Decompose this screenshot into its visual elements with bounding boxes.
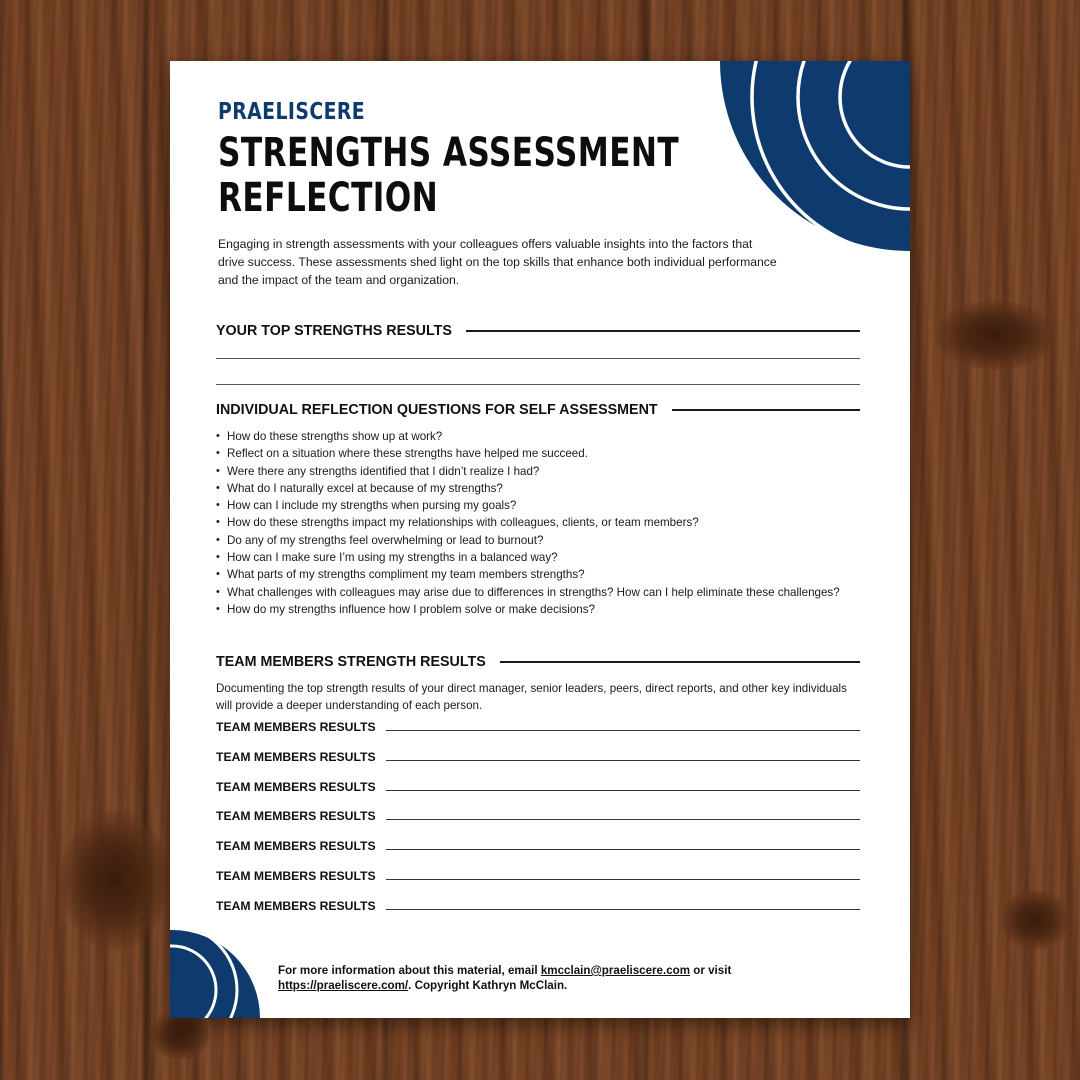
team-results-write-line[interactable] [386, 909, 860, 910]
reflection-question-item: • Were there any strengths identified that I didn’t realize I had? [216, 463, 856, 480]
team-results-row [216, 839, 860, 853]
team-results-row [216, 750, 860, 764]
top-strengths-header [216, 323, 860, 339]
reflection-question-item: • Do any of my strengths feel overwhelming or lead to burnout? [216, 532, 856, 549]
concentric-circles-decoration [720, 61, 910, 251]
reflection-question-item: • How do these strengths impact my relationships with colleagues, clients, or team members? [216, 514, 856, 531]
team-results-label: TEAM MEMBERS RESULTS [216, 750, 376, 764]
wood-knot [935, 300, 1055, 370]
email-link[interactable]: kmcclain@praeliscere.com [540, 964, 691, 977]
team-results-label: TEAM MEMBERS RESULTS [216, 869, 376, 883]
team-results-write-line[interactable] [386, 879, 860, 880]
worksheet-page [170, 61, 910, 1018]
wood-knot [1000, 890, 1070, 950]
intro-paragraph: Engaging in strength assessments with your colleagues offers valuable insights into the factors that drive success. These assessments shed light on the top skills that enhance both individual performance and the impact of the team and organization. [218, 237, 777, 287]
reflection-question-item: • What do I naturally excel at because of my strengths? [216, 480, 856, 497]
reflection-question-item: • How can I make sure I’m using my strengths in a balanced way? [216, 549, 856, 566]
reflection-question-item: • What challenges with colleagues may arise due to differences in strengths? How can I help eliminate these challenges? [216, 584, 856, 601]
reflection-question-item: • How do my strengths influence how I problem solve or make decisions? [216, 601, 856, 618]
team-heading: TEAM MEMBERS STRENGTH RESULTS [216, 654, 486, 670]
team-results-label: TEAM MEMBERS RESULTS [216, 899, 376, 913]
heading-rule [466, 330, 860, 332]
reflection-heading: INDIVIDUAL REFLECTION QUESTIONS FOR SELF ASSESSMENT [216, 402, 658, 418]
reflection-question-item: • How do these strengths show up at work? [216, 428, 856, 445]
top-strengths-heading: YOUR TOP STRENGTHS RESULTS [216, 323, 452, 339]
team-results-write-line[interactable] [386, 730, 860, 731]
footer-middle: or visit [690, 964, 732, 977]
footer-suffix: . Copyright Kathryn McClain. [408, 979, 568, 992]
title-line-1: STRENGTHS ASSESSMENT [218, 130, 680, 176]
top-strengths-write-line[interactable] [216, 358, 860, 359]
team-results-label: TEAM MEMBERS RESULTS [216, 720, 376, 734]
reflection-question-item: • Reflect on a situation where these strengths have helped me succeed. [216, 445, 856, 462]
team-results-label: TEAM MEMBERS RESULTS [216, 780, 376, 794]
team-results-write-line[interactable] [386, 790, 860, 791]
website-link[interactable]: https://praeliscere.com/ [278, 979, 409, 992]
top-strengths-write-line[interactable] [216, 384, 860, 385]
team-results-row [216, 720, 860, 734]
team-results-row [216, 899, 860, 913]
team-header [216, 654, 860, 670]
team-results-write-line[interactable] [386, 760, 860, 761]
reflection-header [216, 402, 860, 418]
wood-knot [60, 810, 170, 950]
team-results-label: TEAM MEMBERS RESULTS [216, 809, 376, 823]
team-description: Documenting the top strength results of your direct manager, senior leaders, peers, direct reports, and other key individuals will provide a deeper understanding of each person. [216, 682, 847, 712]
team-results-write-line[interactable] [386, 819, 860, 820]
heading-rule [500, 661, 860, 663]
team-results-label: TEAM MEMBERS RESULTS [216, 839, 376, 853]
heading-rule [672, 409, 860, 411]
team-results-row [216, 780, 860, 794]
title-line-2: REFLECTION [218, 175, 439, 221]
footer-note [278, 963, 798, 993]
reflection-question-item: • How can I include my strengths when pursing my goals? [216, 497, 856, 514]
team-results-row [216, 869, 860, 883]
team-results-write-line[interactable] [386, 849, 860, 850]
brand-name: PRAELISCERE [218, 99, 366, 125]
reflection-questions-list [216, 428, 856, 618]
concentric-circles-decoration [170, 918, 260, 1018]
page-title [218, 131, 679, 221]
reflection-question-item: • What parts of my strengths compliment my team members strengths? [216, 566, 856, 583]
footer-prefix: For more information about this material, email [278, 964, 541, 977]
team-results-row [216, 809, 860, 823]
